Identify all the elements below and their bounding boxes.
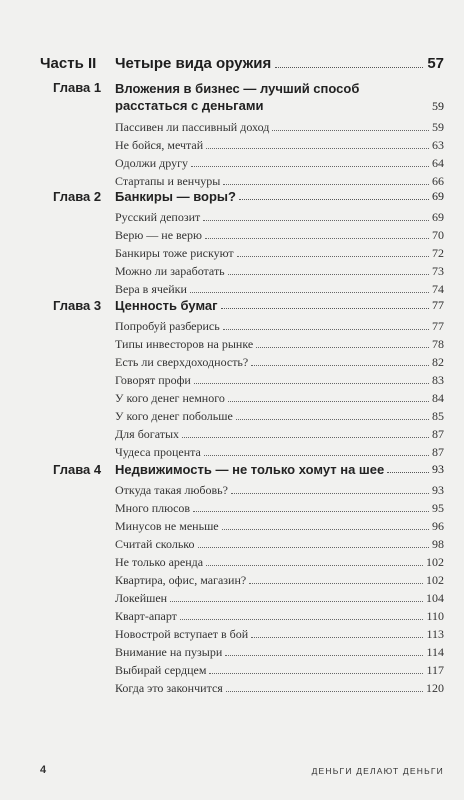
dot-leader <box>209 673 423 674</box>
dot-leader <box>228 274 429 275</box>
dot-leader <box>182 437 429 438</box>
dot-leader <box>222 529 429 530</box>
dot-leader <box>191 166 429 167</box>
toc-entry <box>115 388 444 406</box>
entry-title: Попробуй разберись <box>115 319 220 333</box>
dot-leader <box>249 583 423 584</box>
entry-title: Есть ли сверхдоходность? <box>115 355 249 369</box>
toc-entry <box>115 406 444 424</box>
chapter-title-text: Банкиры — воры? <box>115 189 236 204</box>
dot-leader <box>256 347 429 348</box>
entry-page-number: 74 <box>432 282 444 296</box>
dot-leader <box>180 619 424 620</box>
entry-page-number: 98 <box>432 537 444 551</box>
part-heading <box>40 48 444 72</box>
part-label: Часть II <box>40 55 97 72</box>
toc-entry <box>115 678 444 696</box>
entry-title: У кого денег побольше <box>115 409 233 423</box>
toc-entry <box>115 135 444 153</box>
toc-entry <box>115 660 444 678</box>
chapter-page-number: 59 <box>432 99 444 113</box>
toc-entry <box>115 207 444 225</box>
entry-page-number: 96 <box>432 519 444 533</box>
entry-title: Не бойся, мечтай <box>115 138 204 152</box>
entry-page-number: 73 <box>432 264 444 278</box>
toc-entry <box>115 316 444 334</box>
dot-leader <box>223 329 429 330</box>
entry-page-number: 104 <box>426 591 444 605</box>
entry-title: Когда это закончится <box>115 681 223 695</box>
dot-leader <box>275 67 423 68</box>
dot-leader <box>237 256 429 257</box>
dot-leader <box>205 238 429 239</box>
entry-page-number: 77 <box>432 319 444 333</box>
toc-entry <box>115 334 444 352</box>
entry-page-number: 85 <box>432 409 444 423</box>
dot-leader <box>272 130 429 131</box>
entry-title: Новострой вступает в бой <box>115 627 249 641</box>
chapter-title-text: Недвижимость — не только хомут на шее <box>115 462 385 477</box>
entry-title: Одолжи другу <box>115 156 189 170</box>
entry-title: Типы инвесторов на рынке <box>115 337 254 351</box>
entry-page-number: 63 <box>432 138 444 152</box>
dot-leader <box>206 148 429 149</box>
toc-entry <box>115 498 444 516</box>
entry-page-number: 117 <box>426 663 444 677</box>
entry-title: Говорят профи <box>115 373 191 387</box>
entry-page-number: 102 <box>426 573 444 587</box>
chapter-title <box>115 298 444 313</box>
dot-leader <box>251 637 423 638</box>
chapter-label: Глава 1 <box>53 80 102 95</box>
entry-title: Локейшен <box>115 591 168 605</box>
entry-title: Можно ли заработать <box>115 264 225 278</box>
toc-entry <box>115 424 444 442</box>
entry-title: Минусов не меньше <box>115 519 219 533</box>
toc-entry <box>115 480 444 498</box>
toc-entry <box>115 552 444 570</box>
entry-page-number: 72 <box>432 246 444 260</box>
entry-title: Считай сколько <box>115 537 195 551</box>
dot-leader <box>251 365 429 366</box>
entry-title: Стартапы и венчуры <box>115 174 221 188</box>
entry-page-number: 120 <box>426 681 444 695</box>
entry-page-number: 110 <box>426 609 444 623</box>
entry-title: Вера в ячейки <box>115 282 187 296</box>
toc-entry <box>115 153 444 171</box>
entry-page-number: 113 <box>426 627 444 641</box>
entry-title: У кого денег немного <box>115 391 225 405</box>
dot-leader <box>198 547 429 548</box>
chapter-label: Глава 4 <box>53 462 102 477</box>
toc-entry <box>115 624 444 642</box>
entry-page-number: 59 <box>432 120 444 134</box>
chapter-title <box>115 80 444 114</box>
entry-page-number: 70 <box>432 228 444 242</box>
toc-entry <box>115 442 444 460</box>
entry-title: Пассивен ли пассивный доход <box>115 120 270 134</box>
dot-leader <box>225 655 423 656</box>
dot-leader <box>203 220 429 221</box>
entry-page-number: 84 <box>432 391 444 405</box>
toc-entry <box>115 225 444 243</box>
entry-page-number: 66 <box>432 174 444 188</box>
entry-title: Банкиры тоже рискуют <box>115 246 234 260</box>
chapter-label: Глава 2 <box>53 189 102 204</box>
entry-page-number: 93 <box>432 483 444 497</box>
entry-page-number: 95 <box>432 501 444 515</box>
dot-leader <box>228 401 429 402</box>
chapter-page-number: 69 <box>432 189 444 203</box>
toc-entry <box>115 606 444 624</box>
toc-entry <box>115 261 444 279</box>
entry-title: Откуда такая любовь? <box>115 483 228 497</box>
part-page-number: 57 <box>427 55 444 72</box>
toc-entry <box>115 243 444 261</box>
footer-page-number: 4 <box>40 764 47 776</box>
chapter-title <box>115 462 444 477</box>
chapter-title-text: Вложения в бизнес — лучший способ расстаться с деньгами <box>115 81 360 113</box>
dot-leader <box>239 199 429 200</box>
dot-leader <box>236 419 429 420</box>
toc-entry <box>115 516 444 534</box>
chapter-label: Глава 3 <box>53 298 102 313</box>
dot-leader <box>190 292 429 293</box>
toc-entry <box>115 279 444 297</box>
chapter-title-text: Ценность бумаг <box>115 298 218 313</box>
dot-leader <box>206 565 423 566</box>
entry-title: Квартира, офис, магазин? <box>115 573 247 587</box>
entry-title: Русский депозит <box>115 210 201 224</box>
chapter-page-number: 93 <box>432 462 444 476</box>
part-title: Четыре вида оружия <box>115 55 272 72</box>
toc-entry <box>115 570 444 588</box>
dot-leader <box>221 308 429 309</box>
toc-entry <box>115 534 444 552</box>
entry-page-number: 83 <box>432 373 444 387</box>
entry-page-number: 64 <box>432 156 444 170</box>
entry-title: Выбирай сердцем <box>115 663 207 677</box>
dot-leader <box>231 493 429 494</box>
toc-entry <box>115 352 444 370</box>
toc-entry <box>115 588 444 606</box>
chapter-page-number: 77 <box>432 298 444 312</box>
dot-leader <box>170 601 423 602</box>
entry-page-number: 69 <box>432 210 444 224</box>
toc-entry <box>115 117 444 135</box>
entry-title: Чудеса процента <box>115 445 201 459</box>
entry-title: Верю — не верю <box>115 228 202 242</box>
entry-page-number: 82 <box>432 355 444 369</box>
dot-leader <box>204 455 429 456</box>
toc-entry <box>115 171 444 189</box>
dot-leader <box>226 691 423 692</box>
entry-page-number: 78 <box>432 337 444 351</box>
entry-title: Не только аренда <box>115 555 204 569</box>
entry-page-number: 87 <box>432 427 444 441</box>
running-footer-title: ДЕНЬГИ ДЕЛАЮТ ДЕНЬГИ <box>311 766 444 776</box>
dot-leader <box>193 511 429 512</box>
entry-page-number: 114 <box>426 645 444 659</box>
toc-entry <box>115 642 444 660</box>
entry-title: Кварт-апарт <box>115 609 177 623</box>
dot-leader <box>223 184 429 185</box>
entry-title: Внимание на пузыри <box>115 645 223 659</box>
entry-title: Для богатых <box>115 427 180 441</box>
dot-leader <box>194 383 429 384</box>
toc-entry <box>115 370 444 388</box>
dot-leader <box>387 472 429 473</box>
entry-page-number: 102 <box>426 555 444 569</box>
chapter-title <box>115 189 444 204</box>
entry-title: Много плюсов <box>115 501 191 515</box>
entry-page-number: 87 <box>432 445 444 459</box>
